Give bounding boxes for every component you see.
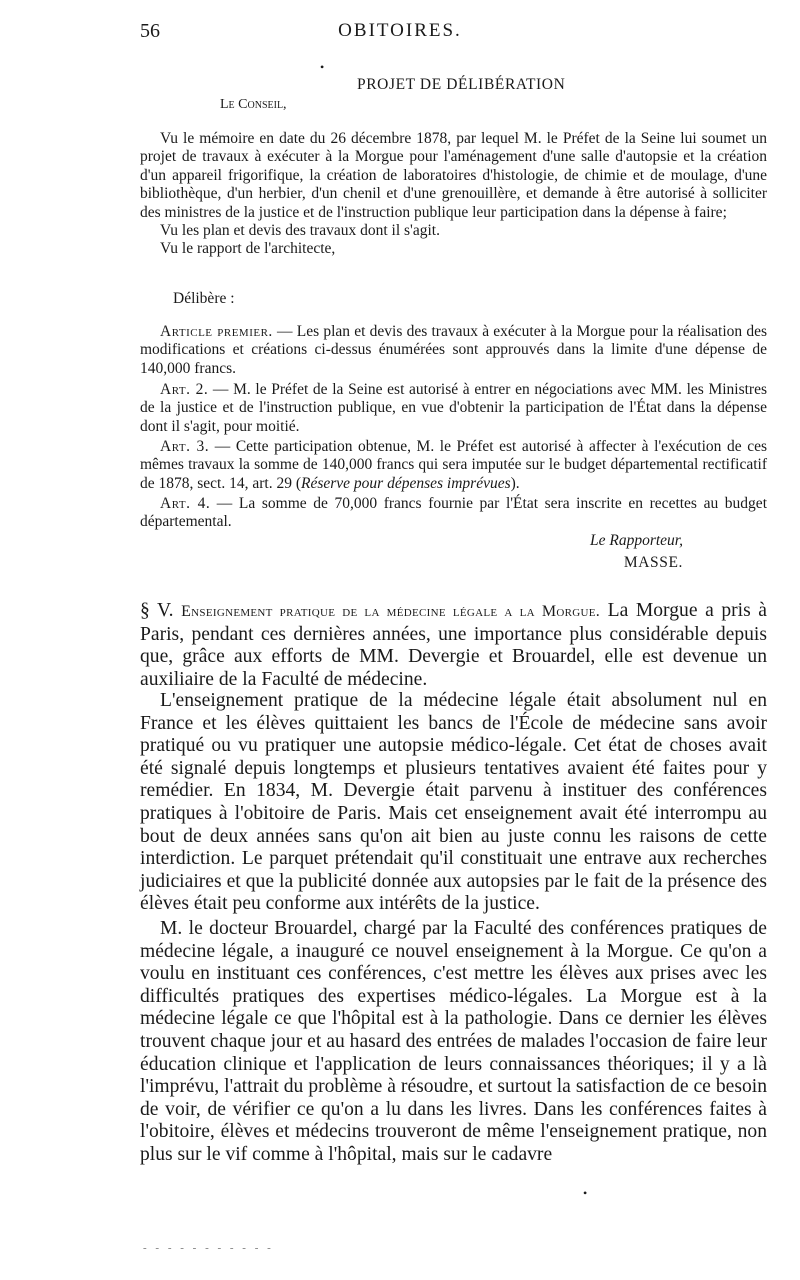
stray-mark: • [320, 60, 325, 74]
section-mark: § V. [140, 600, 174, 621]
projet-title: PROJET DE DÉLIBÉRATION [357, 76, 566, 93]
article-label: Art. 4. [160, 495, 211, 512]
rapporteur-title: Le Rapporteur, [590, 532, 683, 549]
rapporteur-name: MASSE. [623, 554, 683, 571]
article-3 [140, 438, 767, 493]
article-2 [140, 381, 767, 436]
footer-dashes: - - - - - - - - - - - [143, 1242, 274, 1254]
article-label: Article premier. [160, 323, 273, 340]
article-label: Art. 2. [160, 381, 209, 398]
conseil-heading: Le Conseil, [220, 97, 287, 112]
section-v [140, 600, 767, 691]
preamble-paragraph: Vu le rapport de l'architecte, [160, 240, 336, 258]
article-text: — Les plan et devis des travaux à exécuter à la Morgue pour la réalisation des modifications et créations ci-dessus énumérées sont approuvés dans la limite d'une dépense de 140,000 francs. [140, 323, 768, 377]
article-text: — Cette participation obtenue, M. le Préfet est autorisé à affecter à l'exécution de ces mêmes travaux la somme de 140,000 francs qui sera imputée sur le budget départemental rectificatif de 1878, sect. 14, art. 29 ( [140, 438, 767, 492]
delibere-label: Délibère : [173, 290, 235, 307]
article-1 [140, 323, 767, 378]
stray-mark: • [583, 1186, 588, 1200]
preamble-block [140, 130, 767, 259]
section-heading: Enseignement pratique de la médecine légale a la Morgue. [181, 603, 601, 620]
article-4 [140, 495, 767, 532]
article-text: — M. le Préfet de la Seine est autorisé à entrer en négociations avec MM. les Ministres de la justice et de l'instruction publique, en vue d'obtenir la participation de l'État dans la dépense dont il s'agit, pour moitié. [140, 381, 768, 435]
preamble-paragraph: Vu les plan et devis des travaux dont il s'agit. [160, 222, 440, 240]
section-intro: La Morgue a pris à Paris, pendant ces dernières années, une importance plus considérable depuis que, grâce aux efforts de MM. Devergie et Brouardel, elle est devenue un auxiliaire de la Faculté de médecine. [140, 600, 768, 690]
preamble-paragraph: Vu le mémoire en date du 26 décembre 1878, par lequel M. le Préfet de la Seine lui soumet un projet de travaux à exécuter à la Morgue pour l'aménagement d'une salle d'autopsie et la création d'un appareil frigorifique, la création de laboratoires d'histologie, de chimie et de moulage, d'une bibliothèque, d'un herbier, d'un chenil et d'une grenouillère, et demande à être autorisé à solliciter des ministres de la justice et de l'instruction publique leur participation dans la dépense à faire; [140, 130, 767, 221]
page-number: 56 [140, 20, 160, 42]
running-title: OBITOIRES. [338, 20, 462, 41]
article-label: Art. 3. [160, 438, 210, 455]
body-paragraph: L'enseignement pratique de la médecine légale était absolument nul en France et les élèves quittaient les bancs de l'École de médecine sans avoir pratiqué ou vu pratiquer une autopsie médico-légale. Cet état de choses avait été signalé depuis longtemps et plusieurs tentatives avaient été faites pour y remédier. En 1834, M. Devergie était parvenu à instituer des conférences pratiques à l'obitoire de Paris. Mais cet enseignement avait été interrompu au bout de deux années sans qu'on ait bien au juste connu les raisons de cette interdiction. Le parquet prétendait qu'il constituait une entrave aux recherches judiciaires et que la publicité donnée aux autopsies par le fait de la présence des élèves était peu conforme aux intérêts de la justice. [140, 690, 767, 915]
article-text-end: ). [510, 474, 520, 492]
body-paragraph: M. le docteur Brouardel, chargé par la Faculté des conférences pratiques de médecine légale, a inauguré ce nouvel enseignement à la Morgue. Ce qu'on a voulu en instituant ces conférences, c'est mettre les élèves aux prises avec les difficultés pratiques des expertises médico-légales. La Morgue est à la médecine légale ce que l'hôpital est à la pathologie. Dans ce dernier les élèves trouvent chaque jour et au hasard des entrées de malades l'occasion de faire leur éducation clinique et l'application de leurs connaissances théoriques; il y a là l'imprévu, l'attrait du problème à résoudre, et surtout la satisfaction de ce besoin de voir, de vérifier ce qu'on a lu dans les livres. Dans les conférences faites à l'obitoire, élèves et médecins trouveront de même l'enseignement pratique, non plus sur le vif comme à l'hôpital, mais sur le cadavre [140, 918, 767, 1165]
article-text: — La somme de 70,000 francs fournie par l'État sera inscrite en recettes au budget départemental. [140, 495, 767, 531]
article-italic-note: Réserve pour dépenses imprévues [301, 474, 511, 492]
